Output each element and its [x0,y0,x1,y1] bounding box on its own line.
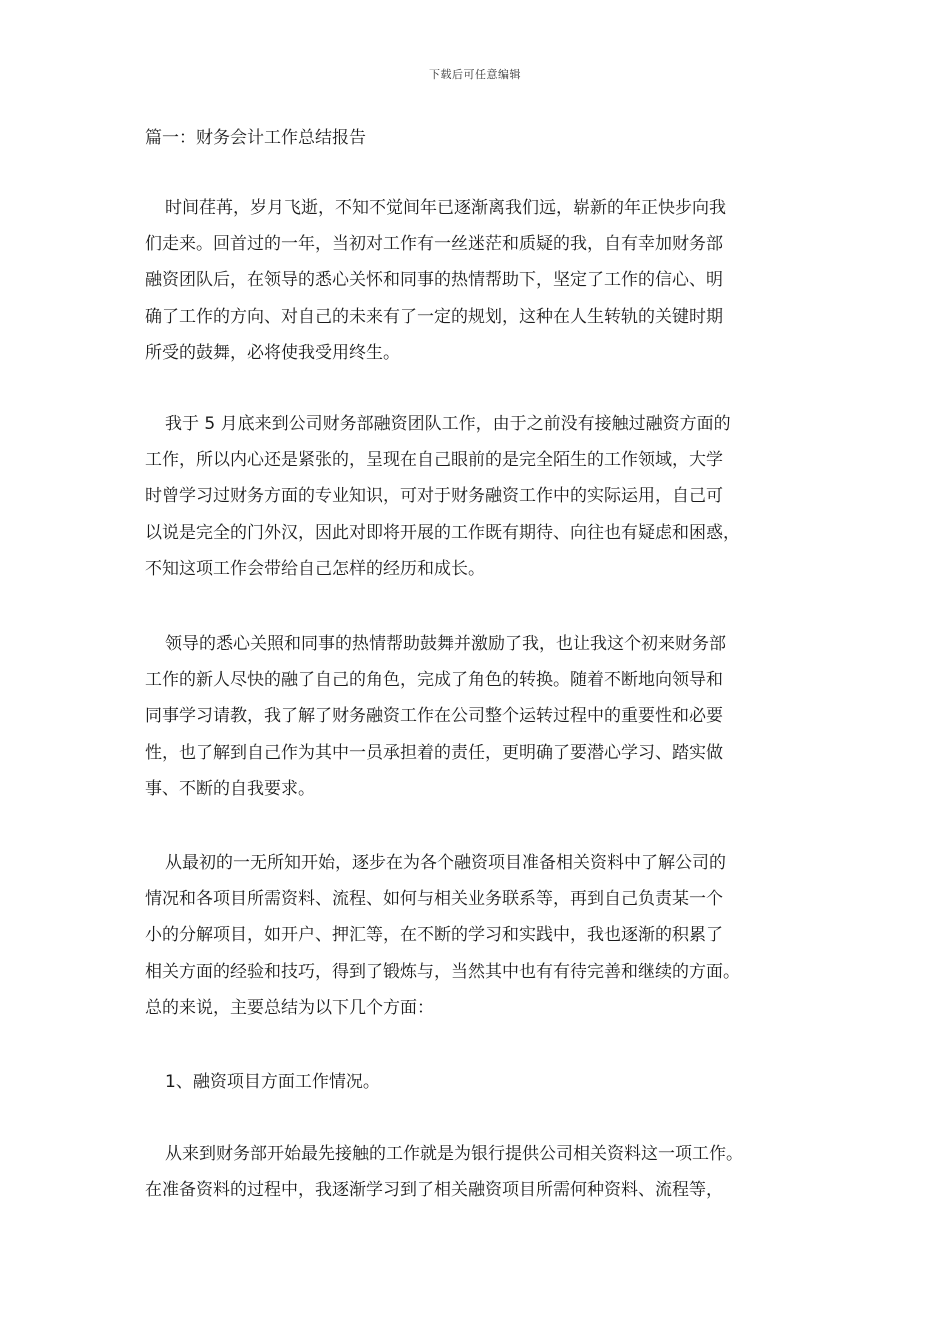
paragraph-line: 事、不断的自我要求。 [145,778,315,799]
paragraph-line: 领导的悉心关照和同事的热情帮助鼓舞并激励了我，也让我这个初来财务部 [165,634,726,654]
paragraph-line: 小的分解项目，如开户、押汇等，在不断的学习和实践中，我也逐渐的积累了 [145,925,723,946]
paragraph-line: 们走来。回首过的一年，当初对工作有一丝迷茫和质疑的我，自有幸加财务部 [145,234,723,255]
paragraph-line: 确了工作的方向、对自己的未来有了一定的规划，这种在人生转轨的关键时期 [145,306,723,327]
paragraph-line: 不知这项工作会带给自己怎样的经历和成长。 [145,558,485,579]
paragraph-line: 以说是完全的门外汉，因此对即将开展的工作既有期待、向往也有疑虑和困惑， [145,522,740,543]
paragraph-5 [145,1136,825,1208]
paragraph-3 [145,626,825,807]
paragraph-line: 从最初的一无所知开始，逐步在为各个融资项目准备相关资料中了解公司的 [165,853,726,873]
document-title: 篇一：财务会计工作总结报告 [145,128,366,148]
paragraph-line: 相关方面的经验和技巧，得到了锻炼与，当然其中也有有待完善和继续的方面。 [145,961,740,982]
paragraph-line: 从来到财务部开始最先接触的工作就是为银行提供公司相关资料这一项工作。 [165,1144,743,1164]
paragraph-line: 我于 5 月底来到公司财务部融资团队工作，由于之前没有接触过融资方面的 [165,414,731,434]
section-heading: 1、融资项目方面工作情况。 [165,1072,380,1092]
paragraph-line: 性，也了解到自己作为其中一员承担着的责任，更明确了要潜心学习、踏实做 [145,742,723,763]
paragraph-line: 总的来说，主要总结为以下几个方面： [145,997,434,1018]
header-note: 下载后可任意编辑 [429,68,521,81]
paragraph-1 [145,190,825,371]
paragraph-line: 在准备资料的过程中，我逐渐学习到了相关融资项目所需何种资料、流程等， [145,1180,723,1201]
paragraph-line: 工作的新人尽快的融了自己的角色，完成了角色的转换。随着不断地向领导和 [145,670,723,691]
paragraph-line: 时曾学习过财务方面的专业知识，可对于财务融资工作中的实际运用，自己可 [145,486,723,507]
paragraph-line: 工作，所以内心还是紧张的，呈现在自己眼前的是完全陌生的工作领域，大学 [145,450,723,471]
paragraph-line: 融资团队后，在领导的悉心关怀和同事的热情帮助下，坚定了工作的信心、明 [145,270,723,291]
paragraph-line: 所受的鼓舞，必将使我受用终生。 [145,342,400,363]
paragraph-2 [145,406,825,587]
paragraph-line: 时间荏苒，岁月飞逝，不知不觉间年已逐渐离我们远，崭新的年正快步向我 [165,198,726,218]
paragraph-line: 同事学习请教，我了解了财务融资工作在公司整个运转过程中的重要性和必要 [145,706,723,727]
paragraph-4 [145,845,825,1026]
paragraph-line: 情况和各项目所需资料、流程、如何与相关业务联系等，再到自己负责某一个 [145,889,723,910]
